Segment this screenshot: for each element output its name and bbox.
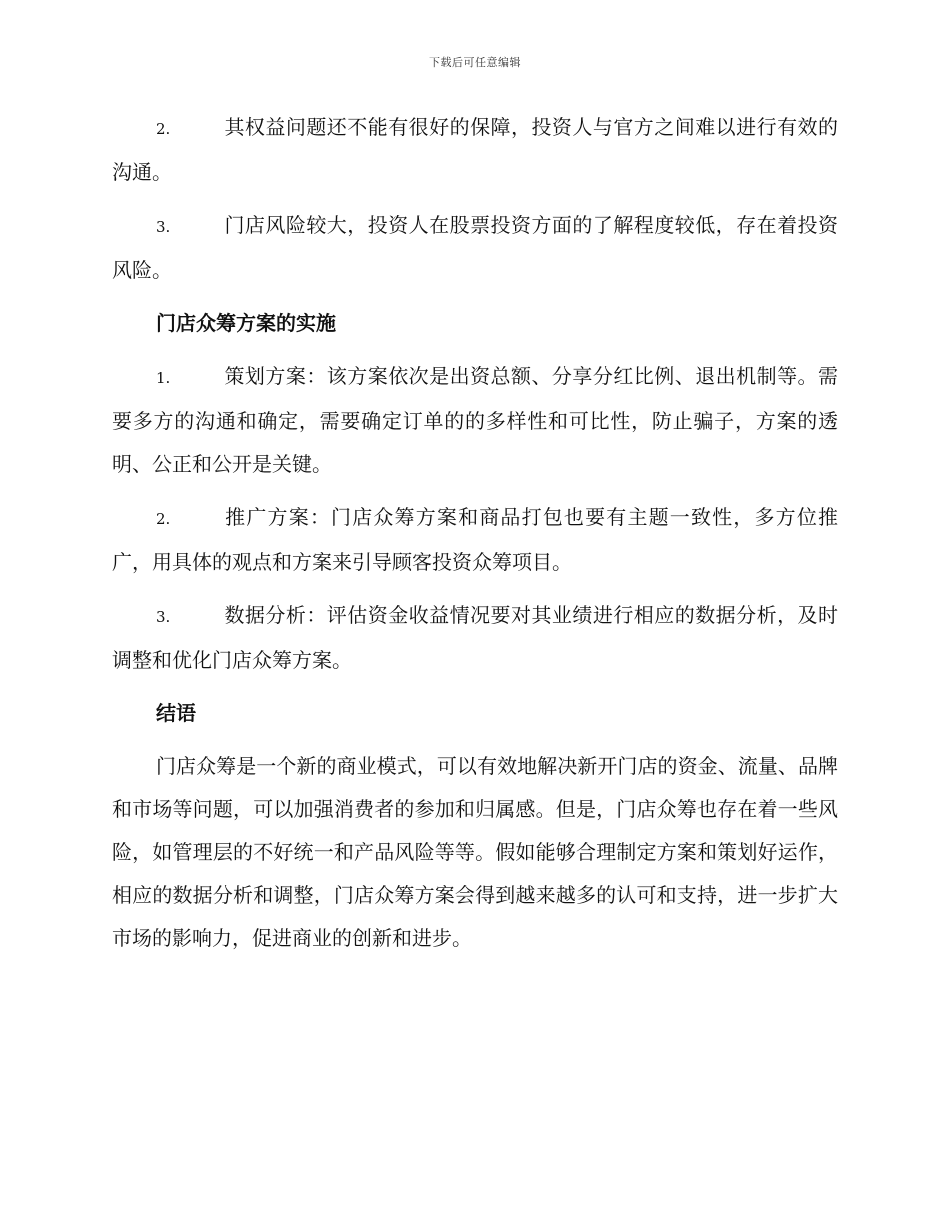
item-text: 策划方案：该方案依次是出资总额、分享分红比例、退出机制等。需要多方的沟通和确定，需要确定订单的的多样性和可比性，防止骗子，方案的透明、公正和公开是关键。: [112, 364, 838, 476]
section-heading-implementation: 门店众筹方案的实施: [156, 311, 336, 335]
implementation-item: [112, 594, 838, 682]
header-note: 下载后可任意编辑: [429, 56, 521, 69]
section-heading-conclusion: 结语: [156, 701, 196, 725]
risk-item: [112, 106, 838, 194]
implementation-item: [112, 355, 838, 486]
item-number: 1.: [156, 369, 171, 387]
item-number: 3.: [156, 218, 171, 236]
conclusion-paragraph: 门店众筹是一个新的商业模式，可以有效地解决新开门店的资金、流量、品牌和市场等问题，可以加强消费者的参加和归属感。但是，门店众筹也存在着一些风险，如管理层的不好统一和产品风险等等。假如能够合理制定方案和策划好运作，相应的数据分析和调整，门店众筹方案会得到越来越多的认可和支持，进一步扩大市场的影响力，促进商业的创新和进步。: [112, 754, 838, 950]
item-number: 2.: [156, 510, 171, 528]
item-text: 推广方案：门店众筹方案和商品打包也要有主题一致性，多方位推广，用具体的观点和方案来引导顾客投资众筹项目。: [112, 505, 838, 574]
item-text: 数据分析：评估资金收益情况要对其业绩进行相应的数据分析，及时调整和优化门店众筹方案。: [112, 603, 838, 672]
item-number: 3.: [156, 608, 171, 626]
document-body: [112, 106, 838, 960]
item-text: 其权益问题还不能有很好的保障，投资人与官方之间难以进行有效的沟通。: [112, 115, 838, 184]
risk-item: [112, 204, 838, 292]
item-text: 门店风险较大，投资人在股票投资方面的了解程度较低，存在着投资风险。: [112, 213, 838, 282]
item-number: 2.: [156, 120, 171, 138]
implementation-item: [112, 496, 838, 584]
